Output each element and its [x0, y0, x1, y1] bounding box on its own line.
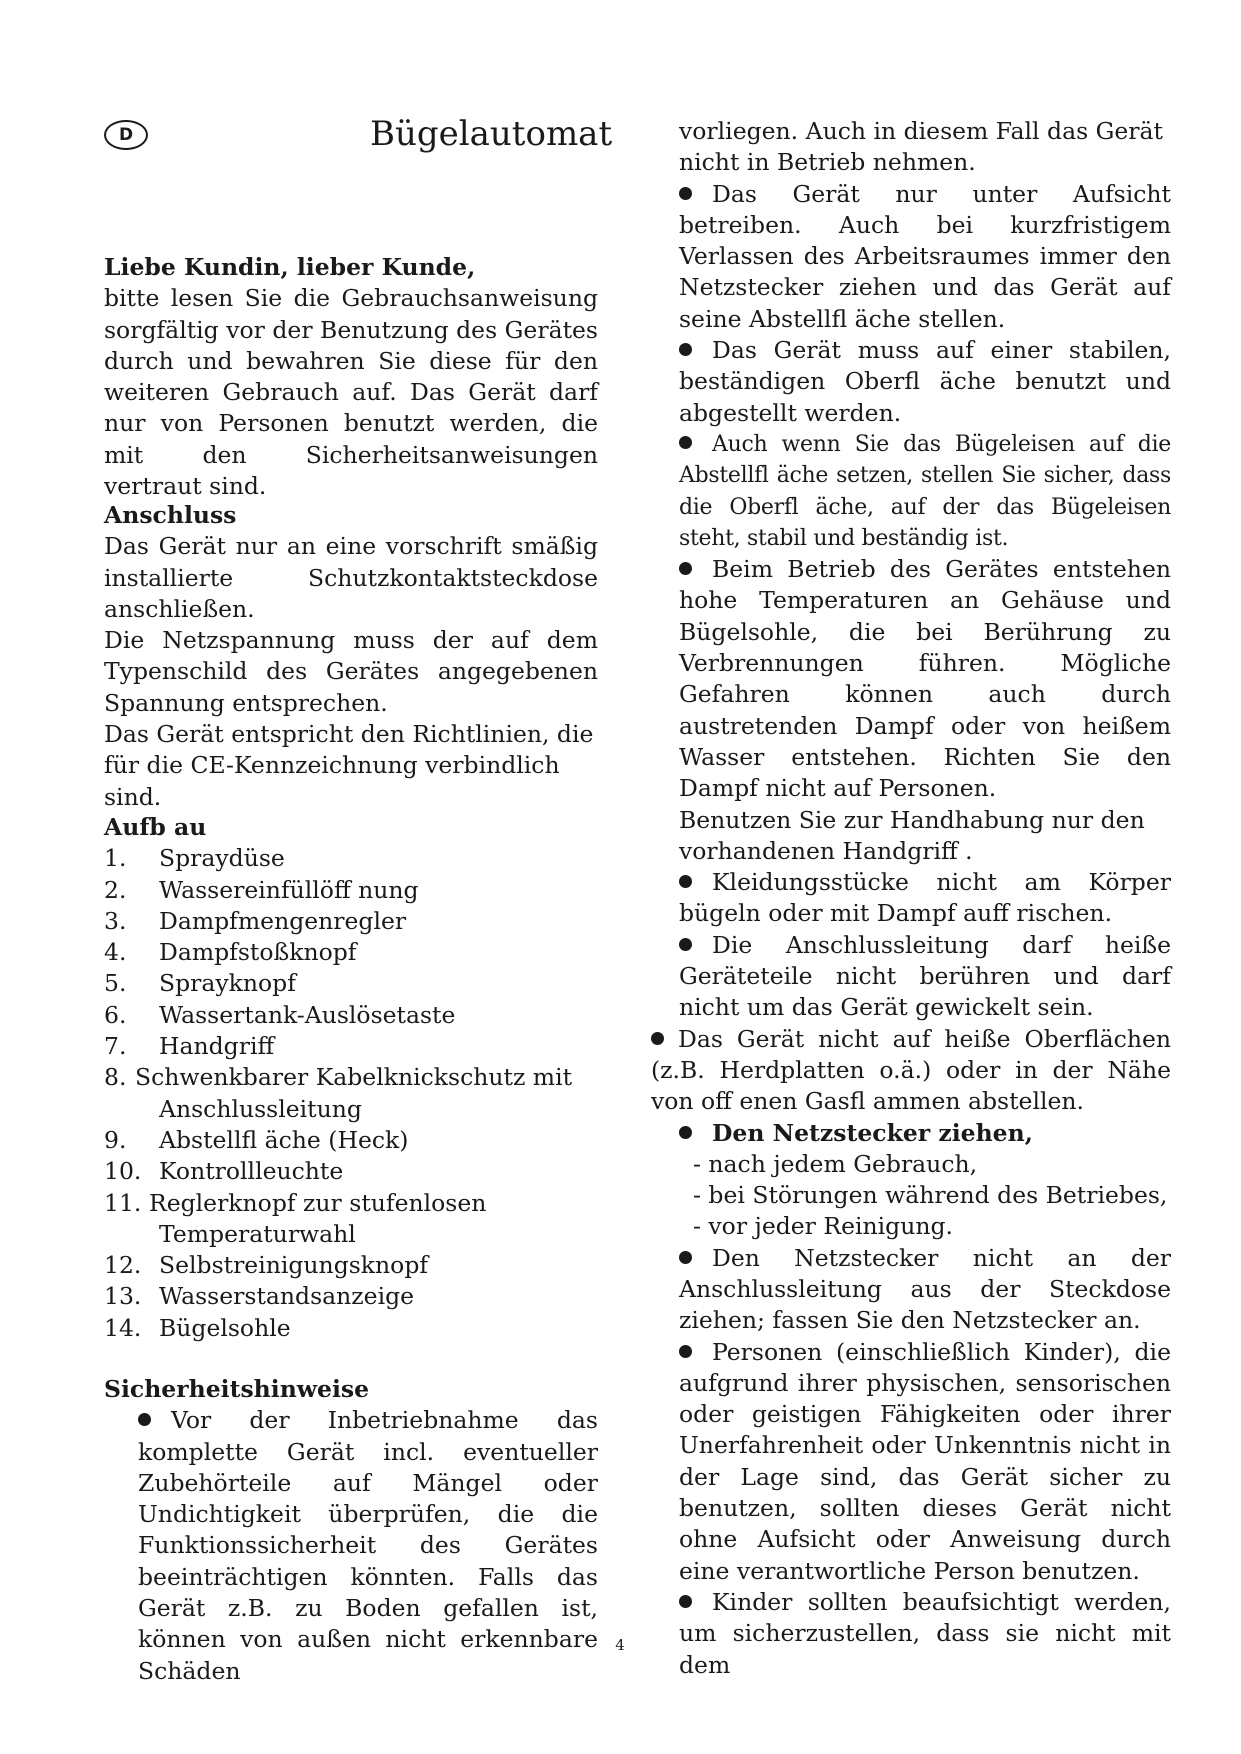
list-item: 5. Sprayknopf [104, 969, 296, 998]
list-item: Personen (einschließlich Kinder), die aufgrund ihrer physischen, sensorischen oder geistigen Fähigkeiten oder ihrer Unerfahrenheit oder Unkenntnis nicht in der Lage sind, das Gerät sicher zu benutzen, sollten dieses Gerät nicht ohne Aufsicht oder Anweisung durch eine verantwortliche Person benutzen. [679, 1337, 1171, 1585]
list-item: 14. Bügelsohle [104, 1313, 291, 1342]
list-item: 4. Dampfstoßknopf [104, 938, 357, 967]
aufbau-section [104, 812, 598, 1344]
list-item: 1. Spraydüse [104, 844, 285, 873]
handgriff-note: Benutzen Sie zur Handhabung nur den vorhandenen Handgriff . [679, 805, 1145, 865]
list-item: Vor der Inbetriebnahme das komplette Gerät incl. eventueller Zubehörteile auf Mängel oder Undichtigkeit überprüfen, die die Funktionssicherheit des Gerätes beeinträchtigen könnten. Falls das Gerät z.B. zu Boden gefallen ist, können von außen nicht erkennbare Schäden [138, 1406, 598, 1685]
netzstecker-line: - vor jeder Reinigung. [693, 1212, 953, 1241]
bullet-icon [679, 562, 692, 575]
bullet-icon [679, 1251, 692, 1264]
anschluss-heading: Anschluss [104, 501, 237, 529]
intro-heading: Liebe Kundin, lieber Kunde, [104, 253, 476, 281]
safety-continuation: vorliegen. Auch in diesem Fall das Gerät nicht in Betrieb nehmen. [679, 117, 1163, 177]
anschluss-paragraph-3: Das Gerät entspricht den Richtlinien, die für die CE-Kennzeichnung verbindlich sind. [104, 720, 594, 811]
anschluss-paragraph-1: Das Gerät nur an eine vorschrift smäßig installierte Schutzkontaktsteckdose anschließen. [104, 532, 598, 623]
anschluss-section [104, 500, 598, 813]
aufbau-heading: Aufb au [104, 813, 207, 841]
list-item: 10. Kontrollleuchte [104, 1157, 344, 1186]
netzstecker-line: - bei Störungen während des Betriebes, [693, 1181, 1168, 1210]
bullet-icon [679, 1345, 692, 1358]
netzstecker-line: - nach jedem Gebrauch, [693, 1149, 978, 1178]
netzstecker-item: Den Netzstecker ziehen, - nach jedem Gebrauch, - bei Störungen während des Betriebes, - vor jeder Reinigung. [679, 1118, 1171, 1243]
list-item: 2. Wassereinfüllöff nung [104, 875, 419, 904]
parts-list [104, 843, 598, 1344]
list-item: Das Gerät muss auf einer stabilen, beständigen Oberfl äche benutzt und abgestellt werden. [679, 336, 1171, 427]
bullet-icon [679, 187, 692, 200]
list-item: 11. Reglerknopf zur stufenlosen Temperaturwahl [104, 1188, 487, 1248]
bullet-icon [651, 1032, 664, 1045]
safety-list-right [651, 179, 1171, 1681]
list-item: 9. Abstellfl äche (Heck) [104, 1125, 409, 1154]
bullet-icon [679, 875, 692, 888]
right-column [651, 116, 1171, 1681]
list-item: Auch wenn Sie das Bügeleisen auf die Abstellfl äche setzen, stellen Sie sicher, dass die Oberfl äche, auf der das Bügeleisen steht, stabil und beständig ist. [679, 431, 1171, 551]
list-item: 6. Wassertank-Auslösetaste [104, 1000, 456, 1029]
list-item: Das Gerät nicht auf heiße Oberflächen (z.B. Herdplatten o.ä.) oder in der Nähe von off enen Gasfl ammen abstellen. [651, 1024, 1171, 1116]
list-item: Den Netzstecker nicht an der Anschlussleitung aus der Steckdose ziehen; fassen Sie den Netzstecker an. [679, 1243, 1171, 1335]
intro-text: bitte lesen Sie die Gebrauchsanweisung sorgfältig vor der Benutzung des Gerätes durch und bewahren Sie diese für den weiteren Gebrauch auf. Das Gerät darf nur von Personen benutzt werden, die mit den Sicherheitsanweisungen vertraut sind. [104, 284, 598, 501]
page-number: 4 [615, 1636, 625, 1654]
language-badge: D [104, 120, 148, 150]
sicherheit-heading: Sicherheitshinweise [104, 1375, 370, 1403]
page-title: Bügelautomat [370, 114, 613, 154]
bullet-icon [679, 938, 692, 951]
bullet-icon [679, 343, 692, 356]
bullet-icon [679, 1595, 692, 1608]
list-item: 3. Dampfmengenregler [104, 906, 407, 935]
list-item: Beim Betrieb des Gerätes entstehen hohe Temperaturen an Gehäuse und Bügelsohle, die bei Berührung zu Verbrennungen führen. Mögliche Gefahren können auch durch austretenden Dampf oder von heißem Wasser entstehen. Richten Sie den Dampf nicht auf Personen. [679, 555, 1171, 803]
bullet-icon [679, 1126, 692, 1139]
anschluss-paragraph-2: Die Netzspannung muss der auf dem Typenschild des Gerätes angegebenen Spannung entsprechen. [104, 626, 598, 717]
list-item: 7. Handgriff [104, 1032, 275, 1061]
bullet-icon [138, 1413, 151, 1426]
list-item: Kinder sollten beaufsichtigt werden, um sicherzustellen, dass sie nicht mit dem [679, 1587, 1171, 1679]
safety-list-left [104, 1405, 598, 1687]
sicherheit-section [104, 1374, 598, 1687]
list-item: 13. Wasserstandsanzeige [104, 1282, 415, 1311]
list-item: 12. Selbstreinigungsknopf [104, 1251, 429, 1280]
intro-section [104, 252, 598, 502]
bullet-icon [679, 436, 692, 449]
list-item: Das Gerät nur unter Aufsicht betreiben. Auch bei kurzfristigem Verlassen des Arbeitsraumes immer den Netzstecker ziehen und das Gerät auf seine Abstellfl äche stellen. [679, 179, 1171, 333]
list-item: Kleidungsstücke nicht am Körper bügeln oder mit Dampf auff rischen. [679, 868, 1171, 928]
list-item: Die Anschlussleitung darf heiße Geräteteile nicht berühren und darf nicht um das Gerät gewickelt sein. [679, 930, 1171, 1022]
list-item: 8. Schwenkbarer Kabelknickschutz mit Anschlussleitung [104, 1063, 573, 1123]
